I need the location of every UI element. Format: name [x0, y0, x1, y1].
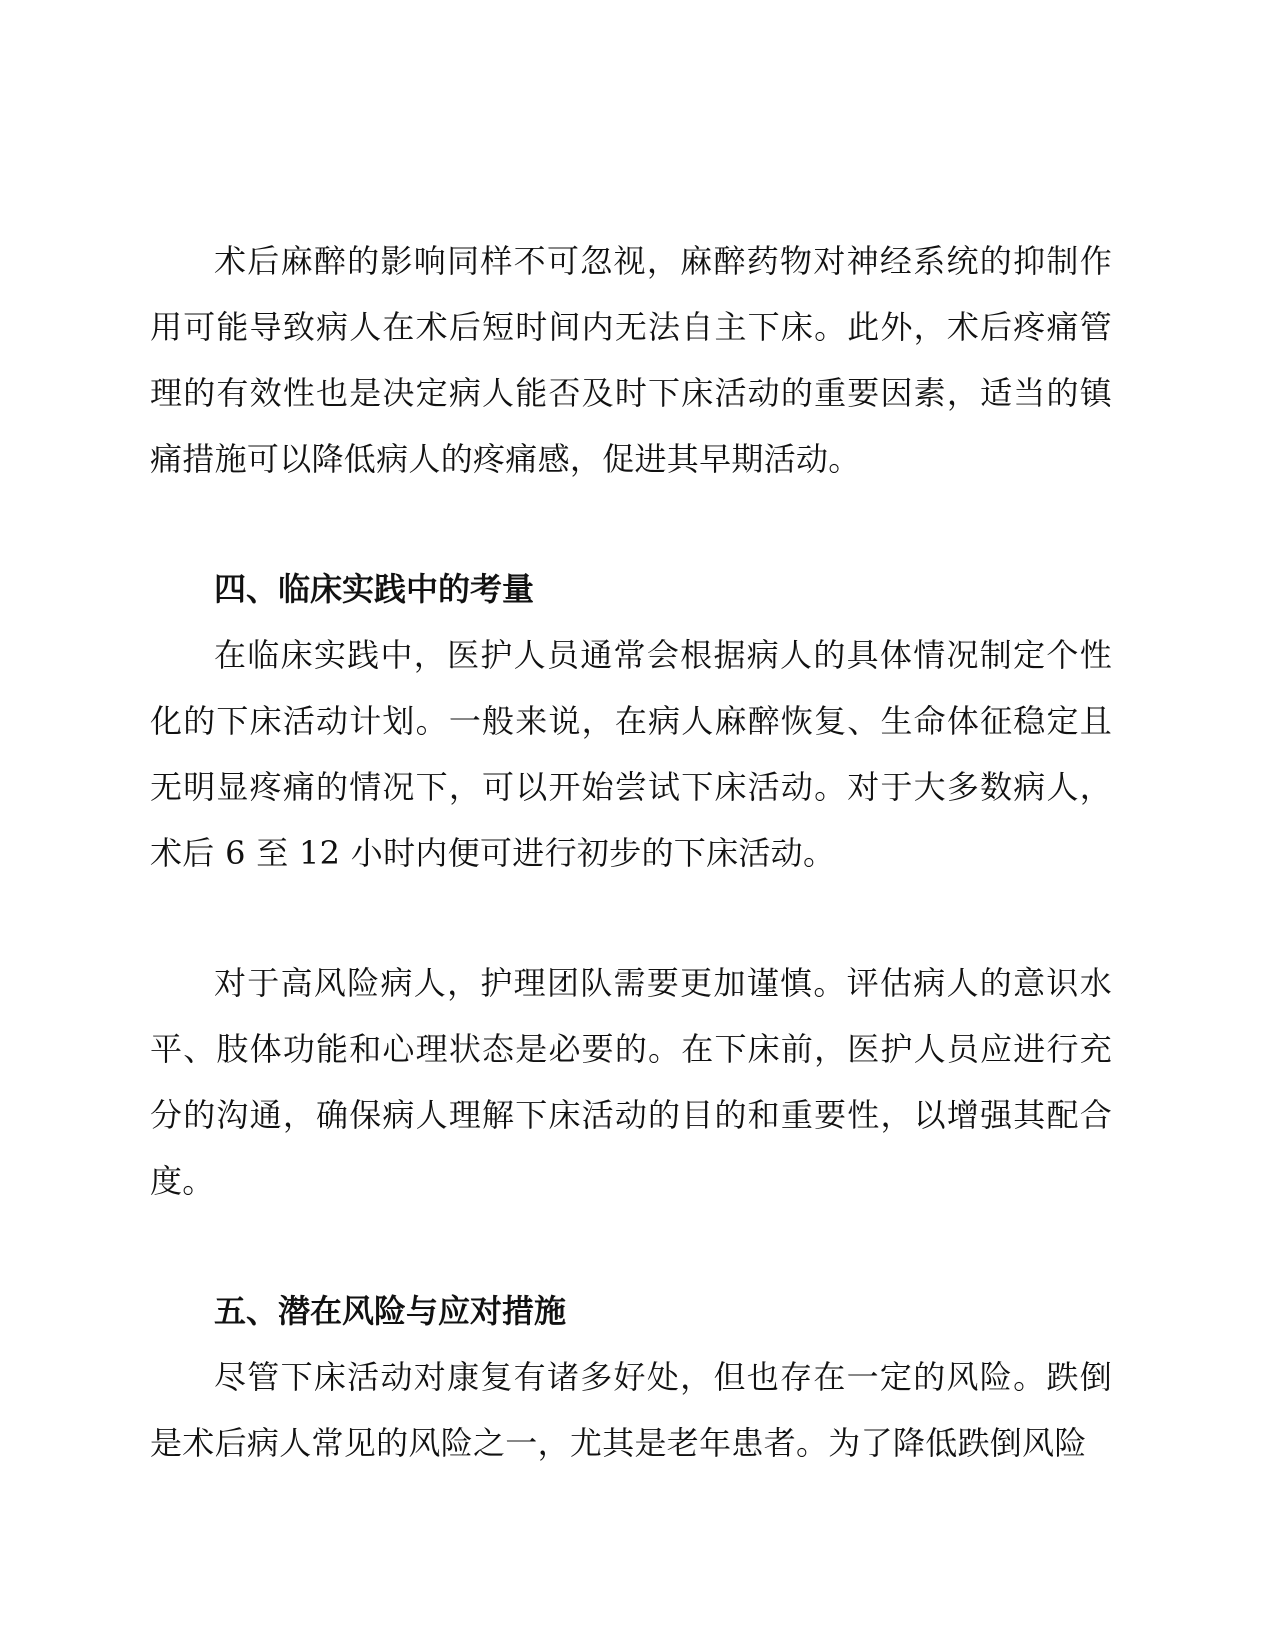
paragraph-fall-risk: 尽管下床活动对康复有诸多好处，但也存在一定的风险。跌倒是术后病人常见的风险之一，尤其是老年患者。为了降低跌倒风险 — [150, 1358, 1112, 1462]
section-heading-risks-measures: 五、潜在风险与应对措施 — [214, 1292, 567, 1330]
paragraph-anesthesia-effects: 术后麻醉的影响同样不可忽视，麻醉药物对神经系统的抑制作用可能导致病人在术后短时间内无法自主下床。此外，术后疼痛管理的有效性也是决定病人能否及时下床活动的重要因素，适当的镇痛措施可以降低病人的疼痛感，促进其早期活动。 — [150, 242, 1112, 478]
paragraph-clinical-practice: 在临床实践中，医护人员通常会根据病人的具体情况制定个性化的下床活动计划。一般来说，在病人麻醉恢复、生命体征稳定且无明显疼痛的情况下，可以开始尝试下床活动。对于大多数病人，术后 6 至 12 小时内便可进行初步的下床活动。 — [150, 636, 1112, 872]
section-heading-clinical-practice: 四、临床实践中的考量 — [214, 570, 535, 608]
document-body — [150, 228, 1112, 1476]
paragraph-high-risk-patients: 对于高风险病人，护理团队需要更加谨慎。评估病人的意识水平、肢体功能和心理状态是必要的。在下床前，医护人员应进行充分的沟通，确保病人理解下床活动的目的和重要性，以增强其配合度。 — [150, 964, 1112, 1200]
